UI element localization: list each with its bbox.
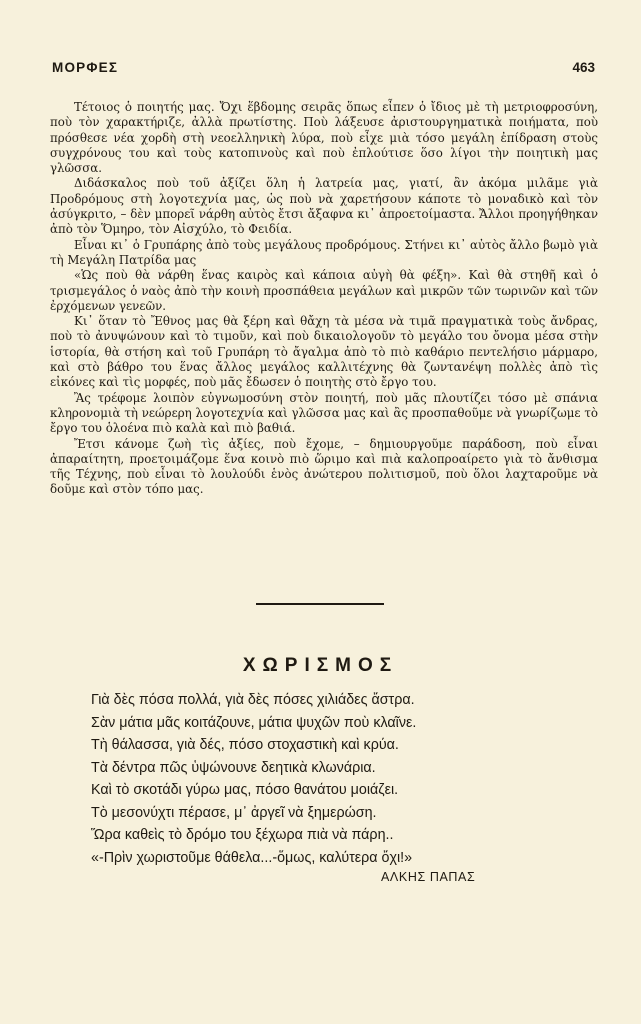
journal-title: ΜΟΡΦΕΣ: [52, 60, 119, 75]
paragraph: Τέτοιος ὁ ποιητής μας. Ὄχι ἕβδομης σειρᾶς ὅπως εἶπεν ὁ ἴδιος μὲ τὴ μετριοφροσύνη, ποὺ τὸν χαρακτήριζε, ἀλλὰ πρωτίστης. Ποὺ λάξευσε ἀριστουργηματικὰ ποιήματα, ποὺ πρόσθεσε νέα χορδὴ στὴ νεοελληνικὴ λύρα, ποὺ εἶχε μιὰ τόσο μεγάλη ἐπίδραση στοὺς συγχρόνους του καὶ τοὺς κατοπινοὺς καὶ ποὺ ἐπλούτισε ὅσο λίγοι τὴν ποιητικὴ μας γλῶσσα.: [50, 100, 598, 176]
poem-line: Γιὰ δὲς πόσα πολλά, γιὰ δὲς πόσες χιλιάδες ἄστρα.: [91, 692, 415, 708]
page-header: [52, 60, 595, 75]
poem-line: Τὴ θάλασσα, γιὰ δές, πόσο στοχαστικὴ καὶ κρύα.: [91, 737, 399, 753]
paragraph: Ἂς τρέφομε λοιπὸν εὐγνωμοσύνη στὸν ποιητή, ποὺ μᾶς πλουτίζει τόσο μὲ σπάνια κληρονομιὰ τὴ νεώρερη λογοτεχνία καὶ γλῶσσα μας καὶ ἂς προσπαθοῦμε νὰ γνωρίζωμε τὸ ἔργο του ὁλοένα πιὸ καλὰ καὶ πιὸ βαθιά.: [50, 390, 598, 436]
paragraph: Κι᾽ ὅταν τὸ Ἔθνος μας θὰ ξέρη καὶ θἄχη τὰ μέσα νὰ τιμᾶ πραγματικὰ τοὺς ἄνδρας, ποὺ τὸ ἀνυψώνουν καὶ τὸ τιμοῦν, καὶ ποὺ δικαιολογοῦν τὸ μεγάλο του ὄνομα μέσα στὴν ἱστορία, θὰ στήση καὶ τοῦ Γρυπάρη τὸ ἄγαλμα ἀπὸ τὸ πιὸ καθάριο πεντελήσιο μάρμαρο, καὶ στὸ βάθρο του ἕνας ἄλλος μεγάλος καλλιτέχνης θὰ ζωντανέψη πολλὲς ἀπὸ τὶς εἰκόνες καὶ τὶς μορφές, ποὺ μᾶς ἔδωσεν ὁ ποιητὴς στὸ ἔργο του.: [50, 314, 598, 390]
paragraph: «Ὡς ποὺ θὰ νάρθη ἕνας καιρὸς καὶ κάποια αὐγὴ θὰ φέξη». Καὶ θὰ στηθῆ καὶ ὁ τρισμεγάλος ὁ ναὸς ἀπὸ τὴν κοινὴ προσπάθεια μεγάλων καὶ μικρῶν τῶν τωρινῶν καὶ τῶν ἐρχόμενων γενεῶν.: [50, 268, 598, 313]
poem-line: Τὰ δέντρα πῶς ὑψώνουνε δεητικὰ κλωνάρια.: [91, 759, 376, 776]
paragraph: Ἔτσι κάνομε ζωὴ τὶς ἀξίες, ποὺ ἔχομε, – δημιουργοῦμε παράδοση, ποὺ εἶναι ἀπαραίτητη, προετοιμάζομε ἕνα κοινὸ πιὸ ὥριμο καὶ πιὰ καλοπροαίρετο γιὰ τὸ ἄνθισμα τῆς Τέχνης, ποὺ εἶναι τὸ λουλούδι ἑνὸς ἀνώτερου πολιτισμοῦ, ποὺ ὅλοι λαχταροῦμε νὰ δοῦμε καὶ στὸν τόπο μας.: [50, 436, 598, 497]
poem-author: ΑΛΚΗΣ ΠΑΠΑΣ: [381, 870, 476, 884]
poem-line: Τὸ μεσονύχτι πέρασε, μ᾽ ἀργεῖ νὰ ξημερώση.: [91, 804, 377, 821]
essay-text: [50, 100, 598, 498]
poem-line: Σὰν μάτια μᾶς κοιτάζουνε, μάτια ψυχῶν ποὺ κλαῖνε.: [91, 714, 417, 731]
poem-line: «-Πρὶν χωριστοῦμε θάθελα...-ὅμως, καλύτερα ὄχι!»: [91, 849, 413, 866]
poem-body: [91, 689, 611, 869]
section-divider: [256, 603, 384, 605]
poem-line: Ὥρα καθεὶς τὸ δρόμο του ξέχωρα πιὰ νὰ πάρη..: [91, 827, 394, 843]
poem-line: Καὶ τὸ σκοτάδι γύρω μας, πόσο θανάτου μοιάζει.: [91, 782, 399, 798]
paragraph: Διδάσκαλος ποὺ τοῦ ἀξίζει ὅλη ἡ λατρεία μας, γιατί, ἂν ἀκόμα μιλᾶμε γιὰ Προδρόμους στὴ λογοτεχνία μας, ὡς ποὺ νὰ χαρετήσουν κάποτε τὸ μοναδικὸ καὶ τὸν ἀσύγκριτο, – δὲν μπορεῖ νάρθη αὐτὸς ἔτσι ἄξαφνα κι᾽ ἀπροετοίμαστα. Ἄλλοι προηγήθηκαν ἀπὸ τὸν Ὅμηρο, τὸν Αἰσχύλο, τὸ Φειδία.: [50, 176, 598, 237]
page-number: 463: [572, 60, 595, 75]
paragraph: Εἶναι κι᾽ ὁ Γρυπάρης ἀπὸ τοὺς μεγάλους προδρόμους. Στήνει κι᾽ αὐτὸς ἄλλο βωμὸ γιὰ τὴ Μεγάλη Πατρίδα μας: [50, 237, 598, 267]
poem-title: ΧΩΡΙΣΜΟΣ: [242, 655, 399, 676]
